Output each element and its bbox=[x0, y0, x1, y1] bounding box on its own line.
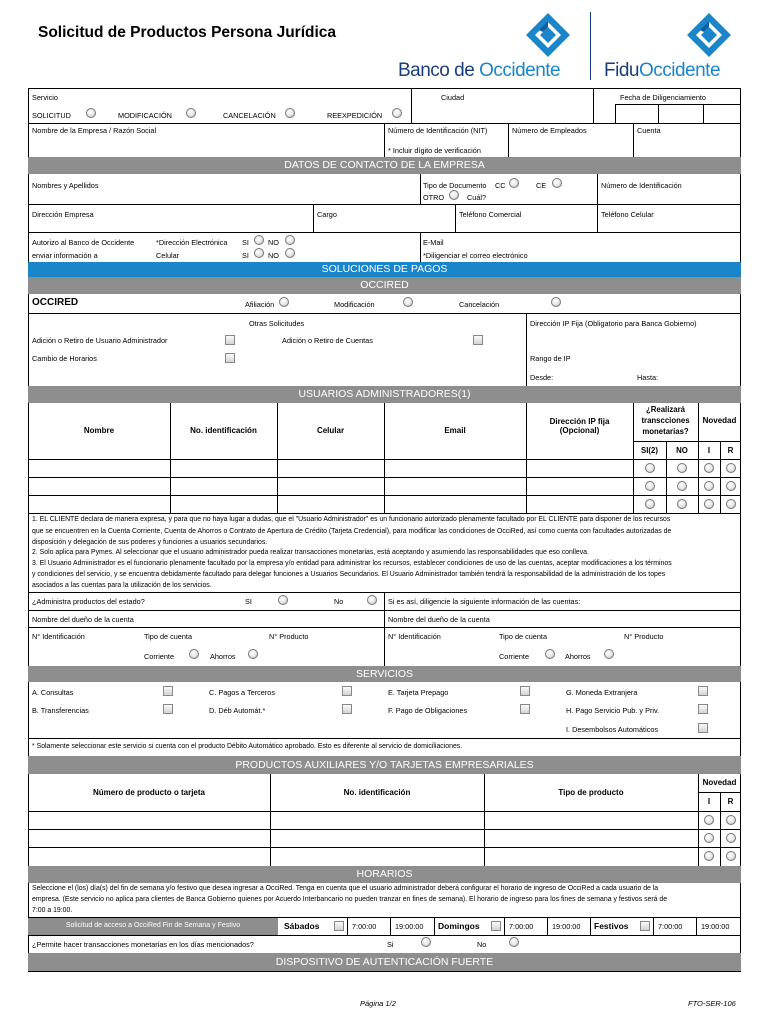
solicitud-radio[interactable] bbox=[86, 108, 96, 118]
form-code: FTO-SER-106 bbox=[688, 999, 736, 1008]
tel-celular-label: Teléfono Celular bbox=[601, 210, 654, 219]
divider bbox=[390, 917, 391, 935]
email-note: *Diligenciar el correo electrónico bbox=[423, 251, 528, 260]
col-nombre: Nombre bbox=[83, 426, 115, 435]
afiliacion-radio[interactable] bbox=[279, 297, 289, 307]
servicio-c-checkbox[interactable] bbox=[342, 686, 352, 696]
cancelacion-label: CANCELACIÓN bbox=[223, 111, 276, 120]
corriente-label-2: Corriente bbox=[499, 652, 530, 661]
horarios-header: HORARIOS bbox=[28, 866, 741, 883]
user2-r-radio[interactable] bbox=[726, 481, 736, 491]
divider bbox=[590, 917, 591, 935]
divider bbox=[28, 627, 741, 628]
horarios-text: empresa. (Este servicio no aplica para clientes de Banca Gobierno quienes por Acuerdo Interbancario no pueden tranzar en fines de semana). El horario de ingreso para los fines de semana y festivos será de bbox=[32, 896, 668, 903]
banco-logo-icon bbox=[525, 12, 571, 62]
corriente-radio[interactable] bbox=[189, 649, 199, 659]
festivos-start: 7:00:00 bbox=[658, 922, 683, 931]
divider bbox=[434, 917, 435, 935]
servicio-i-label: I. Desembolsos Automáticos bbox=[566, 725, 659, 734]
dir-electronica-label: *Dirección Electrónica bbox=[156, 238, 228, 247]
user1-si-radio[interactable] bbox=[645, 463, 655, 473]
servicio-i-checkbox[interactable] bbox=[698, 723, 708, 733]
note-line: y condiciones del servicio, y se encuentra debidamente facultado para delegar funciones a Usuarios Secundarios. El Usuario Administrador también tendrá la responsabilidad de la administración de los topes bbox=[32, 571, 666, 578]
aux-col-i: I bbox=[707, 797, 711, 806]
aux2-i-radio[interactable] bbox=[704, 833, 714, 843]
divider bbox=[28, 459, 741, 460]
fiduoccidente-brand bbox=[604, 60, 720, 82]
divider bbox=[347, 917, 348, 935]
col-realizara-3: monetarias? bbox=[642, 427, 689, 436]
divider bbox=[28, 513, 741, 514]
divider bbox=[698, 774, 699, 866]
sabados-checkbox[interactable] bbox=[334, 921, 344, 931]
si-celular-label: SI bbox=[242, 251, 249, 260]
brand-banco: Banco de bbox=[398, 60, 480, 81]
col-i: I bbox=[707, 446, 711, 455]
celular-label: Celular bbox=[156, 251, 180, 260]
banco-de-occidente-brand bbox=[398, 60, 560, 82]
divider bbox=[411, 88, 412, 123]
divider bbox=[28, 495, 741, 496]
hasta-label: Hasta: bbox=[637, 373, 659, 382]
col-email: Email bbox=[444, 426, 466, 435]
dispositivo-header: DISPOSITIVO DE AUTENTICACIÓN FUERTE bbox=[28, 953, 741, 971]
permite-label: ¿Permite hacer transacciones monetarias en los días mencionados? bbox=[32, 940, 254, 949]
divider bbox=[633, 441, 741, 442]
brand-fidu-occidente: Occidente bbox=[638, 60, 721, 81]
servicios-note: * Solamente seleccionar este servicio si cuenta con el producto Débito Automático aprobado. Esto es diferente al servicio de domiciliaciones. bbox=[32, 743, 463, 750]
email-label: E-Mail bbox=[423, 238, 444, 247]
administra-si-radio[interactable] bbox=[278, 595, 288, 605]
note-line: 3. El Usuario Administrador es el funcionario plenamente facultado por la empresa y/o entidad para administrar los recursos, establecer condiciones de uso de las cuentas, aceptar modificaciones a los términos bbox=[32, 560, 672, 567]
servicio-d-label: D. Déb Automát.* bbox=[209, 706, 266, 715]
n-id-label: N° Identificación bbox=[32, 632, 85, 641]
nit-label: Número de Identificación (NIT) bbox=[388, 126, 488, 135]
si-email-label: SI bbox=[242, 238, 249, 247]
desde-label: Desde: bbox=[530, 373, 554, 382]
si-email-radio[interactable] bbox=[254, 235, 264, 245]
ahorros-label: Ahorros bbox=[210, 652, 236, 661]
note-line: asociados a las cuentas para la utilización de los servicios. bbox=[32, 582, 212, 589]
divider bbox=[384, 403, 385, 513]
domingos-end: 19:00:00 bbox=[552, 922, 581, 931]
aux3-i-radio[interactable] bbox=[704, 851, 714, 861]
fecha-label: Fecha de Diligenciamiento bbox=[620, 93, 706, 102]
divider bbox=[28, 477, 741, 478]
administra-label: ¿Administra productos del estado? bbox=[32, 597, 145, 606]
divider bbox=[703, 104, 704, 123]
empresa-label: Nombre de la Empresa / Razón Social bbox=[32, 126, 157, 135]
ahorros-radio-2[interactable] bbox=[604, 649, 614, 659]
divider bbox=[698, 792, 741, 793]
cambio-horarios-checkbox[interactable] bbox=[225, 353, 235, 363]
servicio-a-checkbox[interactable] bbox=[163, 686, 173, 696]
divider bbox=[28, 935, 741, 936]
aux-col-r: R bbox=[727, 797, 734, 806]
sabados-end: 19:00:00 bbox=[395, 922, 424, 931]
user2-i-radio[interactable] bbox=[704, 481, 714, 491]
autorizo-label: Autorizo al Banco de Occidente bbox=[32, 238, 135, 247]
divider bbox=[597, 174, 598, 204]
ahorros-label-2: Ahorros bbox=[565, 652, 591, 661]
otro-label: OTRO bbox=[423, 193, 445, 202]
corriente-label: Corriente bbox=[144, 652, 175, 661]
occired-header: OCCIRED bbox=[28, 277, 741, 294]
user3-i-radio[interactable] bbox=[704, 499, 714, 509]
domingos-checkbox[interactable] bbox=[491, 921, 501, 931]
occired-modificacion-label: Modificación bbox=[334, 300, 375, 309]
divider bbox=[28, 738, 741, 739]
note-line: que se encuentren en la Cuenta Corriente, Cuenta de Ahorros o Contrato de Apertura de Crédito (Tarjeta Credencial), para modificar las condiciones de OcciRed, así como cuenta con facultades autorizadas de bbox=[32, 528, 672, 535]
n-producto-label-2: N° Producto bbox=[624, 632, 664, 641]
servicio-e-label: E. Tarjeta Prepago bbox=[388, 688, 449, 697]
ciudad-label: Ciudad bbox=[441, 93, 465, 102]
divider bbox=[653, 917, 654, 935]
modificacion-label: MODIFICACIÓN bbox=[118, 111, 172, 120]
note-line: 1. EL CLIENTE declara de manera expresa, y para que no haya lugar a dudas, que el "Usuario Administrador" es un funcionario autorizado plenamente facultado por EL CLIENTE para disponer de los recursos bbox=[32, 516, 671, 523]
si-es-asi-label: Si es así, diligencie la siguiente información de las cuentas: bbox=[388, 597, 581, 606]
divider bbox=[170, 403, 171, 513]
divider bbox=[547, 917, 548, 935]
domingos-label: Domingos bbox=[438, 921, 480, 931]
page-number: Página 1/2 bbox=[360, 999, 396, 1008]
divider bbox=[420, 174, 421, 204]
divider bbox=[615, 104, 741, 105]
modificacion-radio[interactable] bbox=[186, 108, 196, 118]
cambio-horarios-label: Cambio de Horarios bbox=[32, 354, 97, 363]
divider bbox=[420, 232, 421, 262]
domingos-start: 7:00:00 bbox=[509, 922, 534, 931]
occired-modificacion-radio[interactable] bbox=[403, 297, 413, 307]
solicitud-label: SOLICITUD bbox=[32, 111, 71, 120]
note-line: disposición y delegación de sus poderes y funciones a usuarios secundarios. bbox=[32, 539, 268, 546]
servicio-h-label: H. Pago Servicio Pub. y Priv. bbox=[566, 706, 660, 715]
administra-no-label: No bbox=[334, 597, 344, 606]
divider bbox=[526, 313, 527, 386]
ip-fija-label: Dirección IP Fija (Obligatorio para Banca Gobierno) bbox=[530, 319, 697, 328]
user3-no-radio[interactable] bbox=[677, 499, 687, 509]
no-email-radio[interactable] bbox=[285, 235, 295, 245]
n-producto-label: N° Producto bbox=[269, 632, 309, 641]
administra-no-radio[interactable] bbox=[367, 595, 377, 605]
sabados-label: Sábados bbox=[284, 921, 320, 931]
aux3-r-radio[interactable] bbox=[726, 851, 736, 861]
no-celular-label: NO bbox=[268, 251, 279, 260]
rango-ip-label: Rango de IP bbox=[530, 354, 571, 363]
brand-divider bbox=[590, 12, 591, 80]
servicio-label: Servicio bbox=[32, 93, 58, 102]
festivos-end: 19:00:00 bbox=[701, 922, 730, 931]
nombres-label: Nombres y Apellidos bbox=[32, 181, 99, 190]
adicion-cuentas-checkbox[interactable] bbox=[473, 335, 483, 345]
otro-radio[interactable] bbox=[449, 190, 459, 200]
divider bbox=[615, 104, 616, 123]
servicios-header: SERVICIOS bbox=[28, 666, 741, 682]
divider bbox=[28, 847, 741, 848]
servicio-f-checkbox[interactable] bbox=[520, 704, 530, 714]
user2-no-radio[interactable] bbox=[677, 481, 687, 491]
col-ip-opcional: (Opcional) bbox=[559, 426, 600, 435]
brand-fidu: Fidu bbox=[604, 60, 639, 81]
servicio-d-checkbox[interactable] bbox=[342, 704, 352, 714]
servicio-g-label: G. Moneda Extranjera bbox=[566, 688, 638, 697]
cargo-label: Cargo bbox=[317, 210, 337, 219]
col-novedad: Novedad bbox=[702, 416, 737, 425]
ahorros-radio[interactable] bbox=[248, 649, 258, 659]
brand-occidente: Occidente bbox=[479, 60, 561, 81]
cancelacion-radio[interactable] bbox=[285, 108, 295, 118]
cual-label: Cuál? bbox=[467, 193, 487, 202]
user3-si-radio[interactable] bbox=[645, 499, 655, 509]
divider bbox=[277, 403, 278, 513]
ce-radio[interactable] bbox=[552, 178, 562, 188]
tipo-doc-label: Tipo de Documento bbox=[423, 181, 487, 190]
user2-si-radio[interactable] bbox=[645, 481, 655, 491]
num-id-label: Número de Identificación bbox=[601, 181, 682, 190]
horarios-text: Seleccione el (los) día(s) del fin de semana y/o festivo que desea ingresar a OcciRed. Tenga en cuenta que el usuario administrador deberá configurar el horario de ingreso de OcciRed a cada usuario de la bbox=[32, 885, 659, 892]
user1-no-radio[interactable] bbox=[677, 463, 687, 473]
aux-col-identificacion: No. identificación bbox=[343, 788, 411, 797]
permite-si-label: Si bbox=[387, 940, 394, 949]
divider bbox=[597, 204, 598, 232]
tel-comercial-label: Teléfono Comercial bbox=[459, 210, 522, 219]
si-celular-radio[interactable] bbox=[254, 248, 264, 258]
empleados-label: Número de Empleados bbox=[512, 126, 587, 135]
no-celular-radio[interactable] bbox=[285, 248, 295, 258]
dueno-label-2: Nombre del dueño de la cuenta bbox=[388, 615, 490, 624]
tipo-cuenta-label-2: Tipo de cuenta bbox=[499, 632, 548, 641]
tipo-cuenta-label: Tipo de cuenta bbox=[144, 632, 193, 641]
divider bbox=[593, 88, 594, 123]
aux1-r-radio[interactable] bbox=[726, 815, 736, 825]
n-id-label-2: N° Identificación bbox=[388, 632, 441, 641]
divider bbox=[28, 829, 741, 830]
occired-label: OCCIRED bbox=[32, 297, 79, 308]
permite-no-label: No bbox=[477, 940, 487, 949]
aux-col-novedad: Novedad bbox=[702, 778, 737, 787]
adicion-cuentas-label: Adición o Retiro de Cuentas bbox=[282, 336, 373, 345]
otras-label: Otras Solicitudes bbox=[249, 319, 305, 328]
occired-cancelacion-radio[interactable] bbox=[551, 297, 561, 307]
festivos-label: Festivos bbox=[594, 921, 629, 931]
divider bbox=[313, 204, 314, 232]
usuarios-header: USUARIOS ADMINISTRADORES(1) bbox=[28, 386, 741, 403]
servicio-b-label: B. Transferencias bbox=[32, 706, 89, 715]
aux1-i-radio[interactable] bbox=[704, 815, 714, 825]
fidu-logo-icon bbox=[686, 12, 732, 62]
cc-radio[interactable] bbox=[509, 178, 519, 188]
enviar-label: enviar información a bbox=[32, 251, 98, 260]
user3-r-radio[interactable] bbox=[726, 499, 736, 509]
page-title: Solicitud de Productos Persona Jurídica bbox=[38, 24, 337, 41]
col-realizara-1: ¿Realizará bbox=[645, 405, 685, 414]
col-si: SI(2) bbox=[641, 446, 658, 455]
reexpedicion-label: REEXPEDICIÓN bbox=[327, 111, 383, 120]
divider bbox=[28, 204, 741, 205]
divider bbox=[28, 313, 741, 314]
servicio-e-checkbox[interactable] bbox=[520, 686, 530, 696]
adicion-admin-checkbox[interactable] bbox=[225, 335, 235, 345]
aux-col-numero: Número de producto o tarjeta bbox=[92, 788, 205, 797]
servicio-f-label: F. Pago de Obligaciones bbox=[388, 706, 468, 715]
divider bbox=[28, 610, 741, 611]
note-line: 2. Solo aplica para Pymes. Al seleccionar que el usuario administrador pueda realizar transacciones monetarias, está aceptando y asumiendo las responsabilidades que eso conlleva. bbox=[32, 549, 589, 556]
user1-r-radio[interactable] bbox=[726, 463, 736, 473]
servicio-b-checkbox[interactable] bbox=[163, 704, 173, 714]
ce-label: CE bbox=[536, 181, 547, 190]
aux2-r-radio[interactable] bbox=[726, 833, 736, 843]
col-no: NO bbox=[676, 446, 688, 455]
corriente-radio-2[interactable] bbox=[545, 649, 555, 659]
dueno-label: Nombre del dueño de la cuenta bbox=[32, 615, 134, 624]
nit-note: * Incluir dígito de verificación bbox=[388, 146, 481, 155]
contacto-header: DATOS DE CONTACTO DE LA EMPRESA bbox=[28, 157, 741, 174]
cuenta-label: Cuenta bbox=[637, 126, 661, 135]
aux-col-tipo: Tipo de producto bbox=[558, 788, 624, 797]
servicio-g-checkbox[interactable] bbox=[698, 686, 708, 696]
afiliacion-label: Afiliación bbox=[245, 300, 275, 309]
servicio-h-checkbox[interactable] bbox=[698, 704, 708, 714]
no-email-label: NO bbox=[268, 238, 279, 247]
reexpedicion-radio[interactable] bbox=[392, 108, 402, 118]
servicio-a-label: A. Consultas bbox=[32, 688, 74, 697]
permite-si-radio[interactable] bbox=[421, 937, 431, 947]
servicio-c-label: C. Pagos a Terceros bbox=[209, 688, 275, 697]
col-realizara-2: transcciones bbox=[641, 416, 690, 425]
divider bbox=[658, 104, 659, 123]
adicion-admin-label: Adición o Retiro de Usuario Administrador bbox=[32, 336, 168, 345]
sabados-start: 7:00:00 bbox=[352, 922, 377, 931]
permite-no-radio[interactable] bbox=[509, 937, 519, 947]
divider bbox=[384, 592, 385, 666]
direccion-label: Dirección Empresa bbox=[32, 210, 94, 219]
divider bbox=[28, 232, 741, 233]
user1-i-radio[interactable] bbox=[704, 463, 714, 473]
soluciones-header: SOLUCIONES DE PAGOS bbox=[28, 262, 741, 277]
cc-label: CC bbox=[495, 181, 506, 190]
acceso-label: Solicitud de acceso a OcciRed Fin de Semana y Festivo bbox=[65, 922, 241, 929]
col-ip-fija: Dirección IP fija bbox=[549, 417, 610, 426]
col-identificacion: No. identificación bbox=[190, 426, 257, 435]
festivos-checkbox[interactable] bbox=[640, 921, 650, 931]
divider bbox=[384, 123, 385, 157]
divider bbox=[455, 204, 456, 232]
auxiliares-header: PRODUCTOS AUXILIARES Y/O TARJETAS EMPRESARIALES bbox=[28, 756, 741, 774]
divider bbox=[633, 123, 634, 157]
divider bbox=[696, 917, 697, 935]
occired-cancelacion-label: Cancelación bbox=[459, 300, 500, 309]
horarios-text: 7:00 a 19:00. bbox=[32, 907, 73, 914]
col-celular: Celular bbox=[316, 426, 345, 435]
divider bbox=[508, 123, 509, 157]
col-r: R bbox=[727, 446, 734, 455]
administra-si-label: SI bbox=[245, 597, 252, 606]
divider bbox=[28, 811, 741, 812]
divider bbox=[504, 917, 505, 935]
